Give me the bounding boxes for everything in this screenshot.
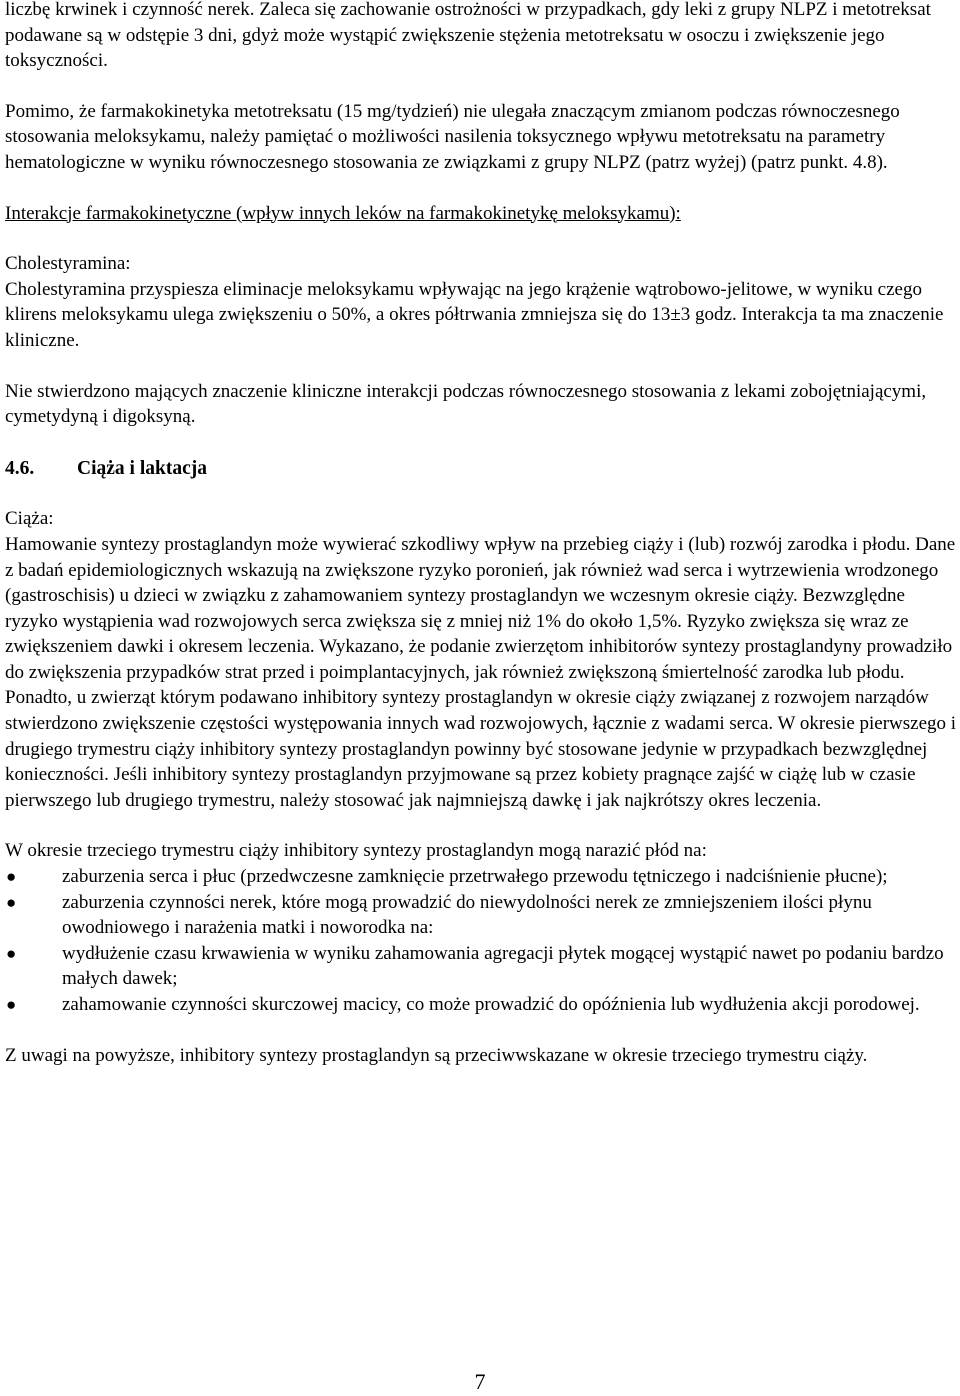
paragraph-conclusion: Z uwagi na powyższe, inhibitory syntezy prostaglandyn są przeciwwskazane w okresie trzeciego trymestru ciąży. [5, 1044, 868, 1066]
section-heading [5, 456, 957, 482]
section-number: 4.6. [5, 457, 35, 479]
interactions-subheading: Interakcje farmakokinetyczne (wpływ innych leków na farmakokinetykę meloksykamu): [5, 202, 681, 224]
paragraph-methotrexate-pharmacokinetics: Pomimo, że farmakokinetyka metotreksatu (15 mg/tydzień) nie ulegała znaczącym zmianom podczas równoczesnego stosowania meloksykamu, należy pamiętać o możliwości nasilenia toksycznego wpływu metotreksatu na parametry hematologiczne w wyniku równoczesnego stosowania ze związkami z grupy NLPZ (patrz wyżej) (patrz punkt. 4.8). [5, 100, 900, 173]
list-item [5, 941, 957, 992]
paragraph-no-interaction: Nie stwierdzono mających znaczenie kliniczne interakcji podczas równoczesnego stosowania z lekami zobojętniającymi, cymetydyną i digoksyną. [5, 380, 927, 428]
section-title: Ciąża i laktacja [77, 457, 207, 479]
third-trimester-risk-list [5, 864, 957, 1018]
bullet-icon: ● [6, 995, 17, 1014]
paragraph-cholestyramine: Cholestyramina przyspiesza eliminacje meloksykamu wpływając na jego krążenie wątrobowo-jelitowe, w wyniku czego klirens meloksykamu ulega zwiększeniu o 50%, a okres półtrwania zmniejsza się do 13±3 godz. Interakcja ta ma znaczenie kliniczne. [5, 278, 944, 351]
list-item-text: zaburzenia serca i płuc (przedwczesne zamknięcie przetrwałego przewodu tętniczego i nadciśnienie płucne); [62, 866, 888, 888]
list-item-text: wydłużenie czasu krwawienia w wyniku zahamowania agregacji płytek mogącej wystąpić nawet po podaniu bardzo małych dawek; [62, 942, 944, 990]
document-page [5, 0, 957, 1068]
pregnancy-label: Ciąża: [5, 508, 54, 530]
list-item [5, 864, 957, 890]
paragraph-pregnancy: Hamowanie syntezy prostaglandyn może wywierać szkodliwy wpływ na przebieg ciąży i (lub) rozwój zarodka i płodu. Dane z badań epidemiologicznych wskazują na zwiększone ryzyko poronień, jak również wad serca i wytrzewienia wrodzonego (gastroschisis) u dzieci w związku z zahamowaniem syntezy prostaglandyn we wczesnym okresie ciąży. Bezwzględne ryzyko wystąpienia wad rozwojowych serca zwiększa się z mniej niż 1% do około 1,5%. Ryzyko zwiększa się wraz ze zwiększeniem dawki i okresem leczenia. Wykazano, że podanie zwierzętom inhibitorów syntezy prostaglandyny prowadziło do zwiększenia przypadków strat przed i poimplantacyjnych, jak również zwiększoną śmiertelność zarodka lub płodu. Ponadto, u zwierząt którym podawano inhibitory syntezy prostaglandyn w okresie ciąży związanej z rozwojem narządów stwierdzono zwiększenie częstości występowania innych wad rozwojowych, łącznie z wadami serca. W okresie pierwszego i drugiego trymestru ciąży inhibitory syntezy prostaglandyn powinny być stosowane jedynie w przypadkach bezwzględnej konieczności. Jeśli inhibitory syntezy prostaglandyn przyjmowane są przez kobiety pragnące zajść w ciążę lub w czasie pierwszego lub drugiego trymestru, należy stosować jak najmniejszą dawkę i jak najkrótszy okres leczenia. [5, 533, 957, 811]
cholestyramine-label: Cholestyramina: [5, 253, 131, 275]
list-item [5, 992, 957, 1018]
bullet-icon: ● [6, 867, 17, 887]
paragraph-methotrexate-caution: liczbę krwinek i czynność nerek. Zaleca się zachowanie ostrożności w przypadkach, gdy leki z grupy NLPZ i metotreksat podawane są w odstępie 3 dni, gdyż może wystąpić zwiększenie stężenia metotreksatu w osoczu i zwiększenie jego toksyczności. [5, 0, 931, 72]
page-number: 7 [474, 1369, 486, 1394]
list-item-text: zaburzenia czynności nerek, które mogą prowadzić do niewydolności nerek ze zmniejszeniem ilości płynu owodniowego i narażenia matki i noworodka na: [62, 891, 872, 939]
bullet-icon: ● [6, 892, 17, 912]
paragraph-third-trimester-intro: W okresie trzeciego trymestru ciąży inhibitory syntezy prostaglandyn mogą narazić płód na: [5, 840, 707, 862]
bullet-icon: ● [6, 943, 17, 963]
list-item-text: zahamowanie czynności skurczowej macicy, co może prowadzić do opóźnienia lub wydłużenia akcji porodowej. [62, 994, 920, 1015]
list-item [5, 890, 957, 941]
